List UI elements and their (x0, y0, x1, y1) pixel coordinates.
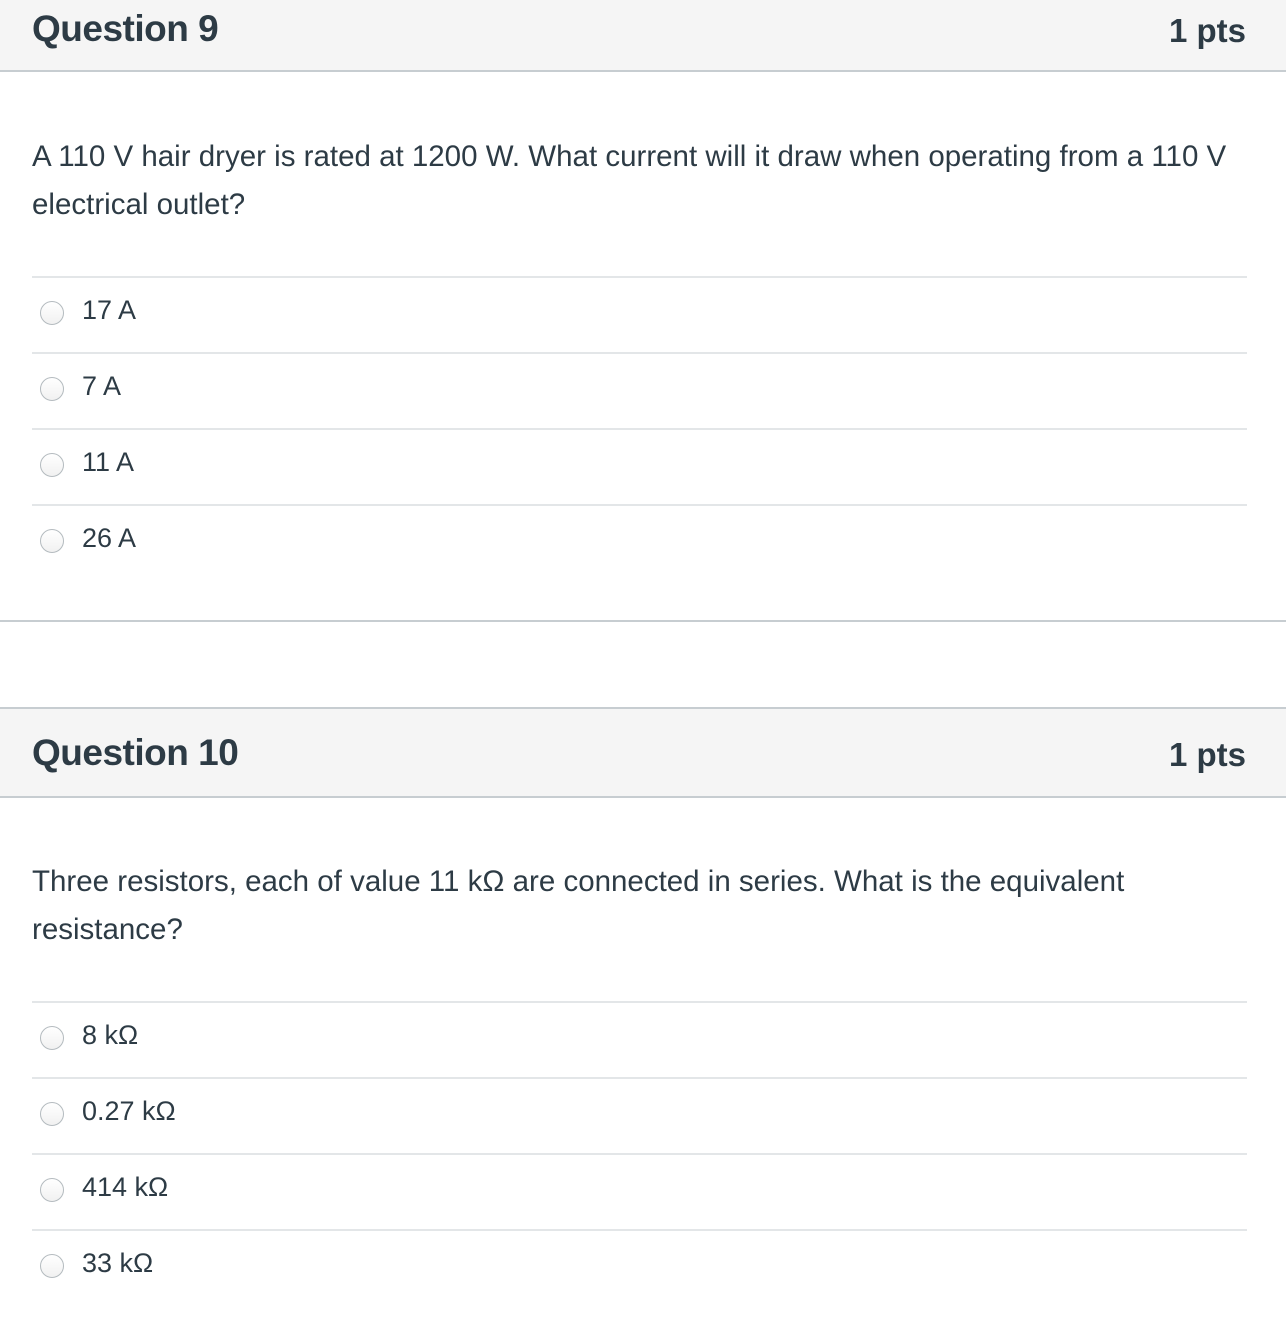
question-divider (0, 620, 1286, 622)
answer-label[interactable]: 8 kΩ (82, 1020, 139, 1050)
answer-option[interactable] (32, 504, 1247, 580)
question-title: Question 9 (32, 8, 219, 49)
answer-label[interactable]: 11 A (82, 447, 135, 477)
question-10-header (0, 707, 1286, 798)
answer-label[interactable]: 0.27 kΩ (82, 1096, 176, 1126)
radio-button[interactable] (40, 377, 64, 401)
radio-button[interactable] (40, 1178, 64, 1202)
answer-label[interactable]: 26 A (82, 523, 137, 553)
answer-option[interactable] (32, 1077, 1247, 1153)
answer-option[interactable] (32, 1001, 1247, 1077)
answer-option[interactable] (32, 1153, 1247, 1229)
question-points: 1 pts (1168, 736, 1246, 773)
radio-button[interactable] (40, 301, 64, 325)
question-text: A 110 V hair dryer is rated at 1200 W. What current will it draw when operating from a 110 V electrical outlet? (32, 140, 1227, 221)
answer-option[interactable] (32, 276, 1247, 352)
radio-button[interactable] (40, 1026, 64, 1050)
radio-button[interactable] (40, 1102, 64, 1126)
question-9-header (0, 0, 1286, 72)
radio-button[interactable] (40, 453, 64, 477)
radio-button[interactable] (40, 1254, 64, 1278)
answer-option[interactable] (32, 352, 1247, 428)
answer-option[interactable] (32, 428, 1247, 504)
question-text: Three resistors, each of value 11 kΩ are connected in series. What is the equivalent resistance? (32, 865, 1125, 946)
answer-label[interactable]: 17 A (82, 295, 137, 325)
radio-button[interactable] (40, 529, 64, 553)
answer-label[interactable]: 33 kΩ (82, 1248, 154, 1278)
answer-label[interactable]: 7 A (82, 371, 122, 401)
answer-list (32, 276, 1247, 580)
answer-option[interactable] (32, 1229, 1247, 1305)
question-points: 1 pts (1168, 12, 1246, 49)
question-title: Question 10 (32, 732, 239, 773)
answer-list (32, 1001, 1247, 1305)
answer-label[interactable]: 414 kΩ (82, 1172, 169, 1202)
